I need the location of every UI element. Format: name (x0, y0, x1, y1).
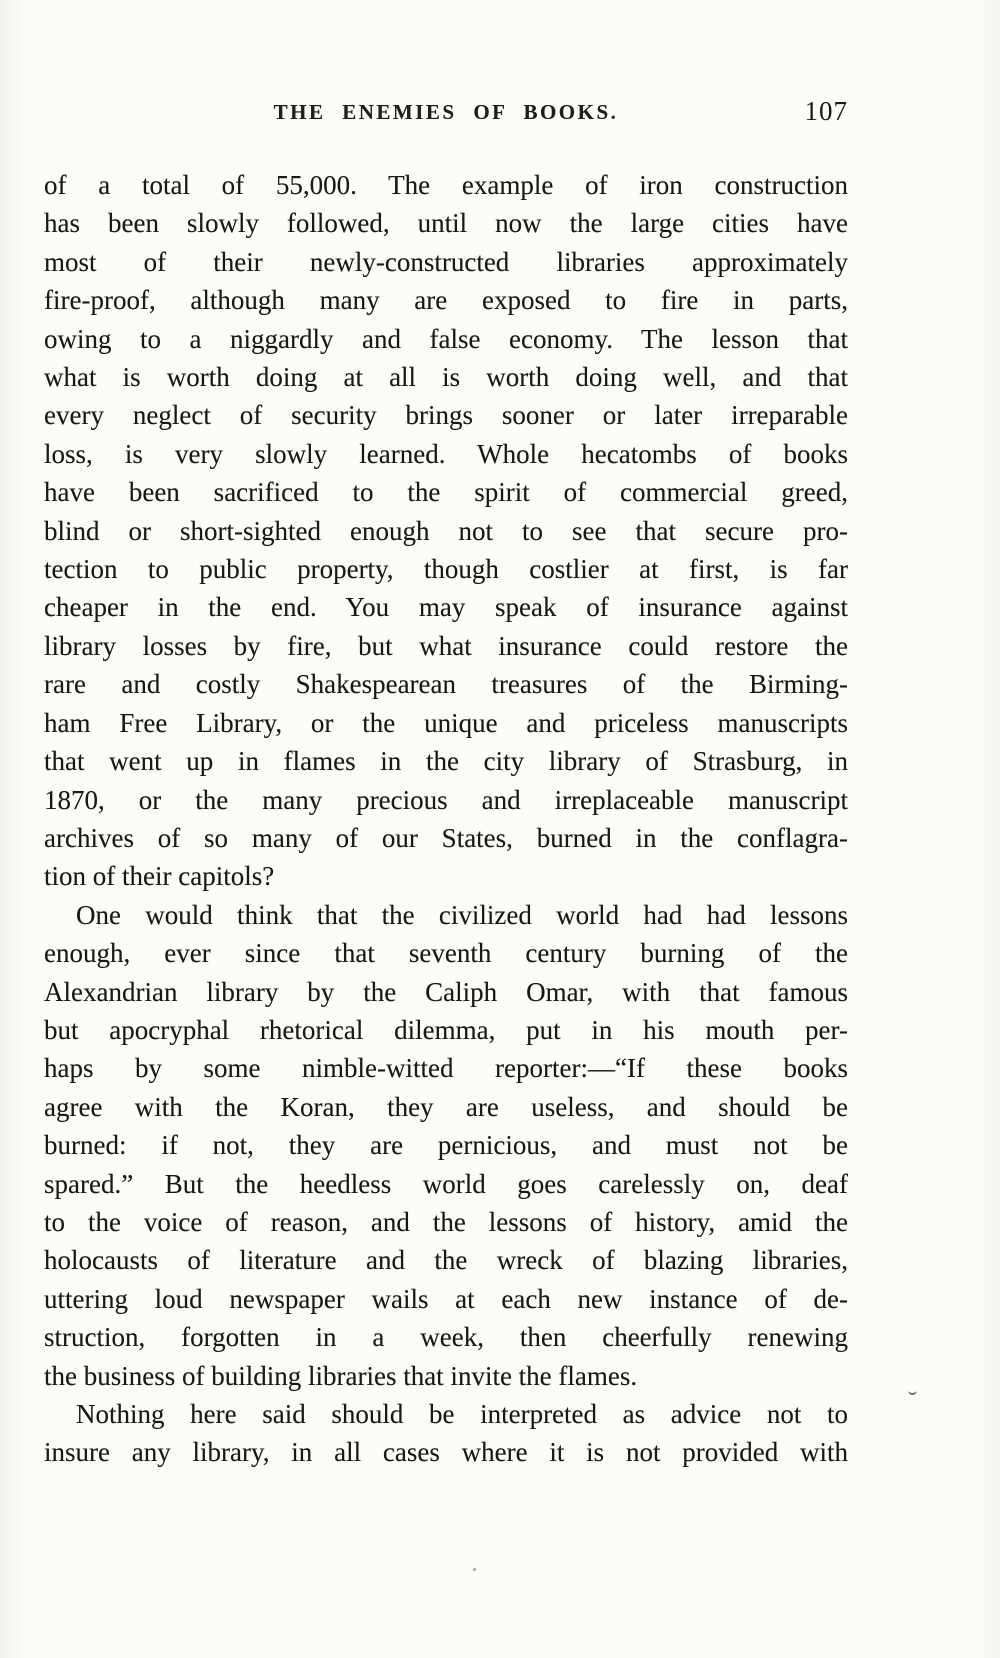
text-line: ham Free Library, or the unique and priceless manuscripts (44, 707, 848, 738)
text-line: blind or short-sighted enough not to see that secure pro- (44, 515, 848, 546)
text-line: spared.” But the heedless world goes carelessly on, deaf (44, 1168, 848, 1199)
text-line: loss, is very slowly learned. Whole hecatombs of books (44, 438, 848, 469)
text-line: most of their newly-constructed libraries approximately (44, 246, 848, 277)
scan-artifact-dot (473, 1568, 476, 1571)
text-line: of a total of 55,000. The example of iron construction (44, 170, 848, 200)
scan-artifact-mark (908, 1386, 917, 1395)
text-line: 1870, or the many precious and irreplaceable manuscript (44, 784, 848, 815)
text-line: that went up in flames in the city library of Strasburg, in (44, 746, 848, 777)
text-line: have been sacrificed to the spirit of commercial greed, (44, 477, 848, 508)
text-line: haps by some nimble-witted reporter:—“If these books (44, 1053, 848, 1084)
text-line: rare and costly Shakespearean treasures of the Birming- (44, 669, 848, 700)
text-line: tion of their capitols? (44, 861, 275, 892)
page-number: 107 (804, 96, 848, 126)
text-line: the business of building libraries that invite the flames. (44, 1360, 638, 1391)
text-line: archives of so many of our States, burned in the conflagra- (44, 822, 848, 853)
text-line: owing to a niggardly and false economy. The lesson that (44, 323, 848, 354)
text-line: uttering loud newspaper wails at each new instance of de- (44, 1283, 848, 1314)
text-line: agree with the Koran, they are useless, and should be (44, 1091, 848, 1122)
page-header (44, 96, 848, 132)
text-line: One would think that the civilized world had had lessons (76, 899, 848, 930)
text-line: burned: if not, they are pernicious, and must not be (44, 1130, 848, 1161)
book-page (44, 96, 848, 1472)
text-line: holocausts of literature and the wreck of blazing libraries, (44, 1245, 848, 1276)
text-line: Nothing here said should be interpreted as advice not to (76, 1399, 848, 1429)
text-line: cheaper in the end. You may speak of insurance against (44, 592, 848, 623)
text-line: enough, ever since that seventh century burning of the (44, 938, 848, 969)
text-line: but apocryphal rhetorical dilemma, put in his mouth per- (44, 1014, 848, 1045)
running-title: THE ENEMIES OF BOOKS. (273, 100, 619, 124)
text-line: tection to public property, though costlier at first, is far (44, 554, 848, 585)
text-line: library losses by fire, but what insurance could restore the (44, 630, 848, 661)
text-line: what is worth doing at all is worth doing well, and that (44, 362, 848, 393)
text-line: to the voice of reason, and the lessons of history, amid the (44, 1206, 848, 1237)
text-line: every neglect of security brings sooner or later irreparable (44, 400, 848, 431)
text-line: has been slowly followed, until now the large cities have (44, 208, 848, 239)
text-line: struction, forgotten in a week, then cheerfully renewing (44, 1322, 848, 1353)
text-line: insure any library, in all cases where it is not provided with (44, 1437, 848, 1468)
text-line: Alexandrian library by the Caliph Omar, with that famous (44, 976, 848, 1007)
text-block (44, 166, 848, 1472)
text-line: fire-proof, although many are exposed to fire in parts, (44, 285, 848, 316)
